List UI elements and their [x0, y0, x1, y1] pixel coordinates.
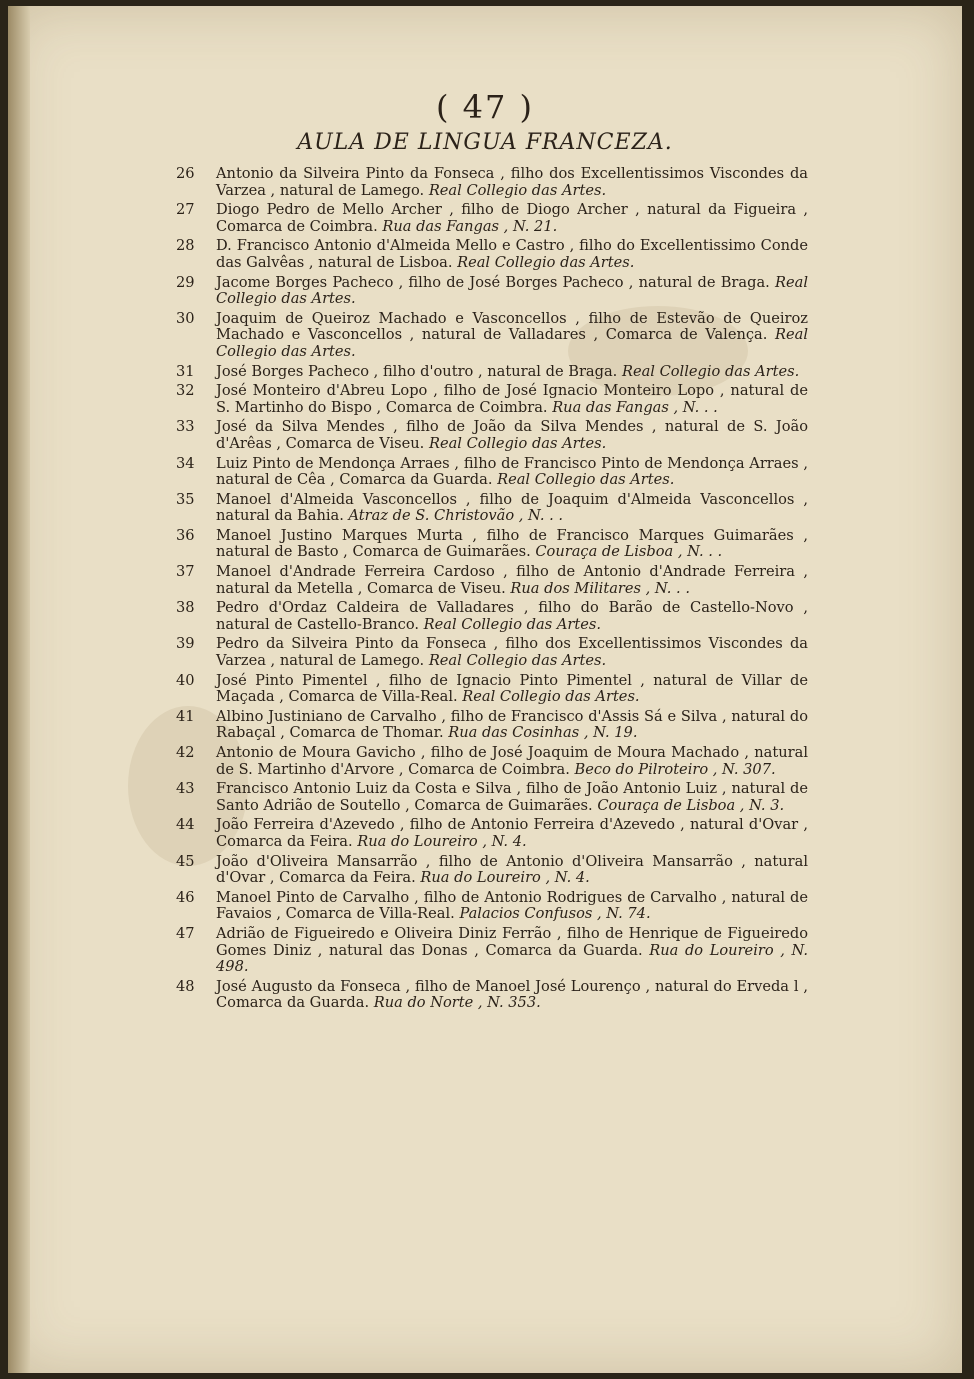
entry-description: Pedro d'Ordaz Caldeira de Valladares , filho do Barão de Castello-Novo , natural de Castello-Branco. [216, 599, 808, 633]
entry-text [216, 492, 808, 525]
entry-residence: Real Collegio das Artes. [423, 615, 601, 633]
entry-text [216, 709, 808, 742]
entry-number: 43 [176, 780, 195, 798]
entry-text [216, 673, 808, 706]
entry-residence: Real Collegio das Artes. [497, 471, 675, 489]
entry-number: 31 [176, 362, 195, 380]
entry-description: João Ferreira d'Azevedo , filho de Antonio Ferreira d'Azevedo , natural d'Ovar , Comarca da Feira. [216, 816, 808, 850]
entry-number: 26 [176, 165, 195, 182]
entry-description: Luiz Pinto de Mendonça Arraes , filho de Francisco Pinto de Mendonça Arraes , natural de Cêa , Comarca da Guarda. [216, 454, 808, 489]
list-item [176, 275, 808, 308]
entry-residence: Atraz de S. Christovão , N. . . [348, 507, 564, 525]
entry-text [216, 202, 808, 235]
entry-text [216, 979, 808, 1012]
entry-text [216, 564, 808, 597]
list-item [176, 781, 808, 814]
entry-number: 34 [176, 454, 195, 472]
entry-description: João d'Oliveira Mansarrão , filho de Antonio d'Oliveira Mansarrão , natural d'Ovar , Comarca da Feira. [216, 852, 808, 887]
entry-description: José Pinto Pimentel , filho de Ignacio Pinto Pimentel , natural de Villar de Maçada , Comarca de Villa-Real. [216, 671, 808, 706]
entry-description: Pedro da Silveira Pinto da Fonseca , filho dos Excellentissimos Viscondes da Varzea , natural de Lamego. [216, 635, 808, 670]
entry-text [216, 781, 808, 814]
entry-number: 42 [176, 744, 195, 761]
entry-number: 32 [176, 382, 195, 400]
entry-description: Antonio da Silveira Pinto da Fonseca , filho dos Excellentissimos Viscondes da Varzea , natural de Lamego. [216, 165, 808, 199]
list-item [176, 528, 808, 561]
entry-description: José Monteiro d'Abreu Lopo , filho de José Ignacio Monteiro Lopo , natural de S. Martinho do Bispo , Comarca de Coimbra. [216, 382, 808, 416]
entry-description: Adrião de Figueiredo e Oliveira Diniz Ferrão , filho de Henrique de Figueiredo Gomes Diniz , natural das Donas , Comarca da Guarda. [216, 924, 808, 959]
document-page [8, 6, 962, 1373]
entry-text [216, 364, 808, 381]
list-item [176, 238, 808, 271]
entry-description: José Borges Pacheco , filho d'outro , natural de Braga. [216, 362, 618, 380]
list-item [176, 673, 808, 706]
list-item [176, 926, 808, 976]
entry-residence: Real Collegio das Artes. [428, 434, 607, 452]
entry-number: 40 [176, 671, 195, 689]
entry-number: 37 [176, 563, 195, 581]
entry-description: Jacome Borges Pacheco , filho de José Borges Pacheco , natural de Braga. [216, 273, 770, 291]
entry-residence: Rua do Loureiro , N. 4. [357, 832, 527, 850]
entry-number: 44 [176, 816, 195, 834]
entry-number: 46 [176, 888, 195, 906]
entry-number: 36 [176, 526, 195, 544]
page-title: AULA DE LINGUA FRANCEZA. [297, 130, 673, 155]
list-item [176, 364, 808, 381]
entry-residence: Rua do Norte , N. 353. [373, 994, 541, 1012]
entry-residence: Real Collegio das Artes. [428, 181, 607, 199]
entry-number: 41 [176, 707, 195, 725]
entry-number: 47 [176, 924, 195, 942]
entry-residence: Real Collegio das Artes. [216, 326, 809, 360]
list-item [176, 492, 808, 525]
entry-text [216, 926, 808, 976]
entry-number: 28 [176, 237, 195, 255]
entry-text [216, 456, 808, 489]
entry-description: Manoel Pinto de Carvalho , filho de Antonio Rodrigues de Carvalho , natural de Favaios , Comarca de Villa-Real. [216, 888, 808, 923]
entry-description: D. Francisco Antonio d'Almeida Mello e Castro , filho do Excellentissimo Conde das Galvêas , natural de Lisboa. [216, 237, 808, 271]
entry-text [216, 311, 808, 361]
list-item [176, 636, 808, 669]
entry-description: Manoel Justino Marques Murta , filho de Francisco Marques Guimarães , natural de Basto , Comarca de Guimarães. [216, 526, 808, 561]
entry-residence: Rua do Loureiro , N. 4. [420, 869, 590, 887]
entry-number: 30 [176, 309, 195, 327]
entry-text [216, 854, 808, 887]
list-item [176, 456, 808, 489]
entry-description: Albino Justiniano de Carvalho , filho de Francisco d'Assis Sá e Silva , natural do Rabaçal , Comarca de Thomar. [216, 707, 808, 742]
entry-description: José da Silva Mendes , filho de João da Silva Mendes , natural de S. João d'Arêas , Comarca de Viseu. [216, 418, 808, 452]
list-item [176, 383, 808, 416]
entry-text [216, 528, 808, 561]
entry-description: Francisco Antonio Luiz da Costa e Silva , filho de João Antonio Luiz , natural de Santo Adrião de Soutello , Comarca de Guimarães. [216, 780, 808, 814]
page-number: ( 47 ) [435, 88, 535, 126]
entry-list [176, 166, 808, 1015]
list-item [176, 745, 808, 778]
entry-description: Manoel d'Almeida Vasconcellos , filho de Joaquim d'Almeida Vasconcellos , natural da Bahia. [216, 490, 808, 525]
list-item [176, 979, 808, 1012]
entry-text [216, 600, 808, 633]
entry-residence: Rua das Fangas , N. . . [552, 398, 718, 416]
list-item [176, 202, 808, 235]
entry-residence: Rua do Loureiro , N. 498. [216, 941, 808, 976]
list-item [176, 166, 808, 199]
entry-number: 33 [176, 418, 195, 436]
entry-text [216, 238, 808, 271]
entry-number: 29 [176, 273, 195, 291]
list-item [176, 600, 808, 633]
entry-residence: Real Collegio das Artes. [457, 253, 635, 271]
list-item [176, 709, 808, 742]
entry-description: Manoel d'Andrade Ferreira Cardoso , filho de Antonio d'Andrade Ferreira , natural da Metella , Comarca de Viseu. [216, 563, 808, 597]
entry-number: 48 [176, 977, 195, 995]
entry-residence: Rua das Cosinhas , N. 19. [448, 724, 638, 742]
entry-description: Diogo Pedro de Mello Archer , filho de Diogo Archer , natural da Figueira , Comarca de Coimbra. [216, 201, 808, 235]
entry-description: Antonio de Moura Gavicho , filho de José Joaquim de Moura Machado , natural de S. Martinho d'Arvore , Comarca de Coimbra. [216, 744, 808, 778]
entry-text [216, 166, 808, 199]
entry-residence: Beco do Pilroteiro , N. 307. [574, 760, 776, 778]
list-item [176, 564, 808, 597]
list-item [176, 817, 808, 850]
entry-description: José Augusto da Fonseca , filho de Manoel José Lourenço , natural do Erveda l , Comarca da Guarda. [216, 977, 808, 1012]
entry-residence: Real Collegio das Artes. [216, 273, 808, 308]
entry-text [216, 745, 808, 778]
entry-text [216, 817, 808, 850]
entry-residence: Rua dos Militares , N. . . [510, 579, 690, 597]
entry-text [216, 419, 808, 452]
entry-residence: Real Collegio das Artes. [462, 688, 640, 706]
entry-residence: Real Collegio das Artes. [428, 652, 607, 670]
entry-description: Joaquim de Queiroz Machado e Vasconcellos , filho de Estevão de Queiroz Machado e Vasconcellos , natural de Valladares , Comarca de Valença. [216, 309, 808, 344]
entry-residence: Couraça de Lisboa , N. 3. [597, 796, 785, 814]
entry-text [216, 890, 808, 923]
list-item [176, 311, 808, 361]
entry-number: 45 [176, 852, 195, 870]
list-item [176, 890, 808, 923]
entry-number: 27 [176, 201, 195, 219]
binding-edge [8, 6, 30, 1373]
entry-residence: Couraça de Lisboa , N. . . [535, 543, 723, 561]
entry-residence: Rua das Fangas , N. 21. [382, 217, 558, 235]
list-item [176, 419, 808, 452]
entry-residence: Palacios Confusos , N. 74. [459, 905, 651, 923]
entry-number: 38 [176, 599, 195, 617]
entry-residence: Real Collegio das Artes. [621, 362, 800, 380]
entry-number: 35 [176, 490, 195, 508]
entry-text [216, 275, 808, 308]
entry-text [216, 636, 808, 669]
entry-text [216, 383, 808, 416]
entry-number: 39 [176, 635, 195, 653]
list-item [176, 854, 808, 887]
